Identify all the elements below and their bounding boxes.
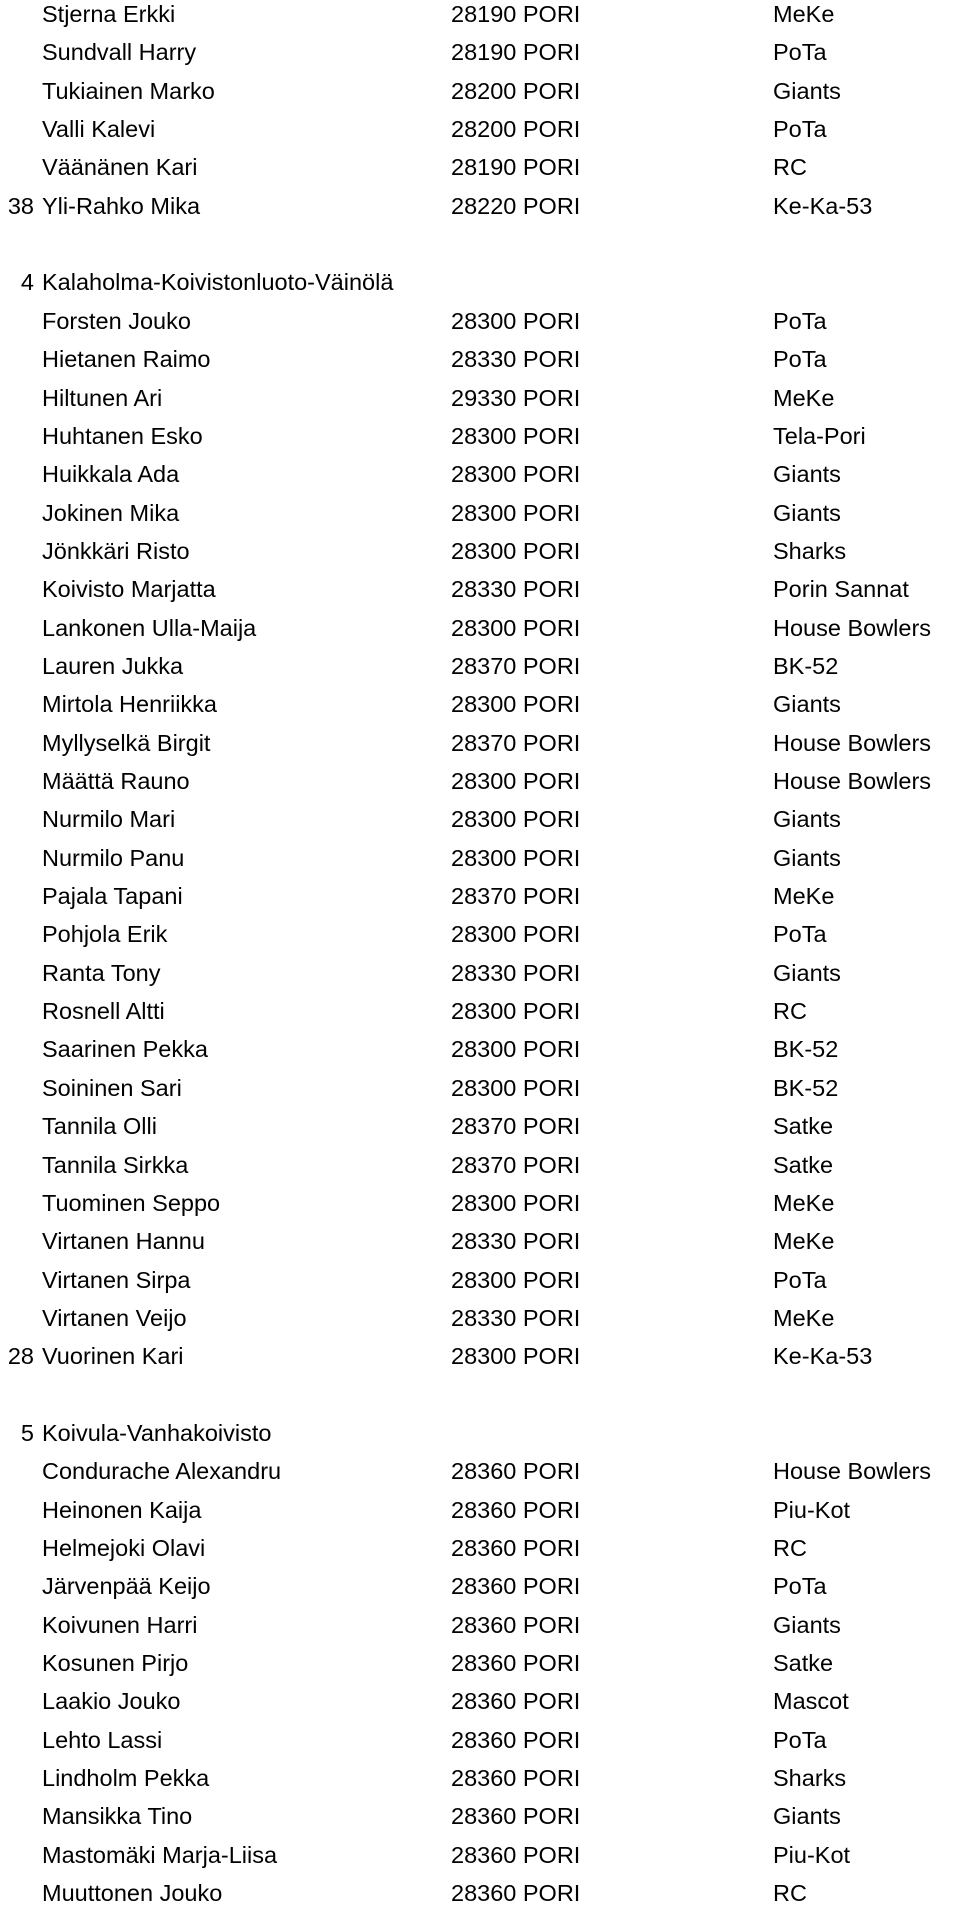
member-postal-address: 28360 PORI — [451, 1765, 581, 1792]
member-name: Hietanen Raimo — [42, 346, 211, 373]
member-club: RC — [773, 154, 807, 181]
member-name: Laakio Jouko — [42, 1688, 181, 1715]
member-club: Giants — [773, 959, 841, 986]
member-club: BK-52 — [773, 652, 839, 679]
member-row — [0, 1030, 960, 1068]
member-name: Muuttonen Jouko — [42, 1880, 223, 1907]
member-row — [0, 1836, 960, 1874]
member-club: RC — [773, 1535, 807, 1561]
member-postal-address: 28190 PORI — [451, 39, 581, 66]
member-name: Soininen Sari — [42, 1074, 182, 1101]
member-postal-address: 28330 PORI — [451, 1304, 581, 1331]
district-heading — [0, 263, 960, 301]
member-name: Vuorinen Kari — [42, 1343, 184, 1370]
member-row — [0, 724, 960, 762]
member-club: House Bowlers — [773, 1458, 932, 1485]
member-name: Saarinen Pekka — [42, 1036, 208, 1063]
member-postal-address: 28360 PORI — [451, 1841, 581, 1868]
member-row — [0, 1146, 960, 1184]
member-name: Valli Kalevi — [42, 116, 156, 143]
district-member-count: 28 — [7, 1343, 34, 1370]
member-name: Yli-Rahko Mika — [42, 192, 201, 219]
member-postal-address: 28300 PORI — [451, 691, 581, 718]
member-club: PoTa — [773, 346, 827, 373]
member-club: MeKe — [773, 883, 835, 910]
member-postal-address: 28220 PORI — [451, 192, 581, 219]
member-club: Porin Sannat — [773, 576, 909, 603]
member-club: Giants — [773, 844, 841, 871]
member-postal-address: 28300 PORI — [451, 1036, 581, 1063]
member-row — [0, 148, 960, 186]
member-postal-address: 28360 PORI — [451, 1650, 581, 1677]
district-number: 5 — [20, 1419, 34, 1446]
member-name: Lindholm Pekka — [42, 1765, 210, 1792]
member-name: Nurmilo Mari — [42, 806, 176, 833]
member-club: Ke-Ka-53 — [773, 1343, 873, 1370]
member-club: BK-52 — [773, 1074, 839, 1101]
member-club: House Bowlers — [773, 729, 932, 756]
district-title: Koivula-Vanhakoivisto — [42, 1419, 272, 1446]
member-row — [0, 417, 960, 455]
member-postal-address: 28300 PORI — [451, 461, 581, 488]
member-club: PoTa — [773, 1573, 827, 1600]
member-club: PoTa — [773, 1266, 827, 1293]
member-postal-address: 28360 PORI — [451, 1573, 581, 1600]
member-name: Helmejoki Olavi — [42, 1535, 206, 1561]
member-postal-address: 28190 PORI — [451, 154, 581, 181]
member-postal-address: 28300 PORI — [451, 806, 581, 833]
member-postal-address: 28300 PORI — [451, 1189, 581, 1216]
member-postal-address: 29330 PORI — [451, 384, 581, 411]
member-postal-address: 28300 PORI — [451, 1343, 581, 1370]
member-postal-address: 28330 PORI — [451, 576, 581, 603]
member-name: Huikkala Ada — [42, 461, 180, 488]
member-club: Ke-Ka-53 — [773, 192, 873, 219]
member-postal-address: 28370 PORI — [451, 883, 581, 910]
member-club: Giants — [773, 806, 841, 833]
member-row — [0, 1452, 960, 1490]
member-postal-address: 28300 PORI — [451, 844, 581, 871]
member-postal-address: 28370 PORI — [451, 652, 581, 679]
member-postal-address: 28330 PORI — [451, 959, 581, 986]
member-name: Määttä Rauno — [42, 768, 190, 794]
member-postal-address: 28360 PORI — [451, 1726, 581, 1753]
member-club: Sharks — [773, 1765, 847, 1792]
member-postal-address: 28360 PORI — [451, 1611, 581, 1638]
member-club: Satke — [773, 1113, 834, 1140]
member-club: PoTa — [773, 1726, 827, 1753]
member-club: Giants — [773, 499, 841, 526]
member-name: Stjerna Erkki — [42, 1, 176, 27]
member-row — [0, 340, 960, 378]
member-postal-address: 28370 PORI — [451, 729, 581, 756]
member-postal-address: 28190 PORI — [451, 1, 581, 27]
member-club: MeKe — [773, 1189, 835, 1216]
member-name: Lauren Jukka — [42, 652, 184, 679]
member-club: Sharks — [773, 537, 847, 564]
member-name: Hiltunen Ari — [42, 384, 163, 411]
member-postal-address: 28300 PORI — [451, 537, 581, 564]
member-name: Huhtanen Esko — [42, 422, 203, 449]
member-row — [0, 954, 960, 992]
member-name: Lankonen Ulla-Maija — [42, 614, 257, 641]
member-row — [0, 33, 960, 71]
member-row — [0, 532, 960, 570]
member-name: Ranta Tony — [42, 959, 161, 986]
member-row — [0, 1567, 960, 1605]
member-club: BK-52 — [773, 1036, 839, 1063]
member-name: Tukiainen Marko — [42, 77, 215, 104]
member-name: Nurmilo Panu — [42, 844, 185, 871]
member-club: MeKe — [773, 384, 835, 411]
member-name: Mastomäki Marja-Liisa — [42, 1841, 278, 1868]
member-postal-address: 28370 PORI — [451, 1113, 581, 1140]
member-name: Tuominen Seppo — [42, 1189, 221, 1216]
member-name: Koivunen Harri — [42, 1611, 198, 1638]
member-row — [0, 494, 960, 532]
member-postal-address: 28300 PORI — [451, 307, 581, 334]
member-club: Satke — [773, 1151, 834, 1178]
member-postal-address: 28330 PORI — [451, 346, 581, 373]
member-club: PoTa — [773, 921, 827, 948]
member-club: RC — [773, 1880, 807, 1907]
member-club: Giants — [773, 461, 841, 488]
member-postal-address: 28360 PORI — [451, 1535, 581, 1561]
member-name: Pajala Tapani — [42, 883, 183, 910]
member-club: House Bowlers — [773, 768, 932, 794]
member-row — [0, 762, 960, 800]
member-postal-address: 28300 PORI — [451, 422, 581, 449]
member-postal-address: 28370 PORI — [451, 1151, 581, 1178]
member-name: Kosunen Pirjo — [42, 1650, 189, 1677]
member-row — [0, 1797, 960, 1835]
member-row — [0, 1299, 960, 1337]
member-row — [0, 1491, 960, 1529]
district-title: Kalaholma-Koivistonluoto-Väinölä — [42, 269, 394, 296]
member-name: Järvenpää Keijo — [42, 1573, 211, 1600]
member-name: Forsten Jouko — [42, 307, 191, 334]
member-club: Mascot — [773, 1688, 849, 1715]
member-row — [0, 800, 960, 838]
member-row — [0, 570, 960, 608]
member-row — [0, 1606, 960, 1644]
member-club: Giants — [773, 691, 841, 718]
member-club: Satke — [773, 1650, 834, 1677]
member-row — [0, 1069, 960, 1107]
member-row — [0, 0, 960, 33]
member-postal-address: 28300 PORI — [451, 614, 581, 641]
member-name: Virtanen Sirpa — [42, 1266, 191, 1293]
member-postal-address: 28360 PORI — [451, 1880, 581, 1907]
member-name: Koivisto Marjatta — [42, 576, 216, 603]
member-row — [0, 379, 960, 417]
member-name: Pohjola Erik — [42, 921, 168, 948]
member-row — [0, 877, 960, 915]
member-name: Condurache Alexandru — [42, 1458, 282, 1485]
member-name: Mansikka Tino — [42, 1803, 193, 1830]
member-postal-address: 28300 PORI — [451, 921, 581, 948]
member-row — [0, 1337, 960, 1375]
member-name: Lehto Lassi — [42, 1726, 163, 1753]
member-row — [0, 187, 960, 225]
member-name: Myllyselkä Birgit — [42, 729, 211, 756]
member-club: Giants — [773, 77, 841, 104]
member-name: Jönkkäri Risto — [42, 537, 190, 564]
member-row — [0, 1184, 960, 1222]
member-row — [0, 72, 960, 110]
member-postal-address: 28300 PORI — [451, 768, 581, 794]
member-postal-address: 28360 PORI — [451, 1803, 581, 1830]
member-club: Piu-Kot — [773, 1496, 851, 1523]
member-row — [0, 110, 960, 148]
member-club: Tela-Pori — [773, 422, 866, 449]
member-row — [0, 1107, 960, 1145]
member-postal-address: 28360 PORI — [451, 1688, 581, 1715]
member-postal-address: 28300 PORI — [451, 499, 581, 526]
member-row — [0, 1759, 960, 1797]
member-club: PoTa — [773, 307, 827, 334]
member-row — [0, 1529, 960, 1567]
member-row — [0, 1261, 960, 1299]
member-club: House Bowlers — [773, 614, 932, 641]
member-row — [0, 1682, 960, 1720]
member-club: Giants — [773, 1611, 841, 1638]
member-club: Piu-Kot — [773, 1841, 851, 1868]
member-postal-address: 28300 PORI — [451, 1074, 581, 1101]
member-postal-address: 28330 PORI — [451, 1228, 581, 1255]
member-row — [0, 915, 960, 953]
district-heading — [0, 1414, 960, 1452]
member-postal-address: 28360 PORI — [451, 1458, 581, 1485]
member-club: RC — [773, 998, 807, 1025]
member-postal-address: 28300 PORI — [451, 1266, 581, 1293]
member-row — [0, 1644, 960, 1682]
member-name: Jokinen Mika — [42, 499, 180, 526]
member-name: Heinonen Kaija — [42, 1496, 202, 1523]
member-row — [0, 1222, 960, 1260]
member-name: Virtanen Veijo — [42, 1304, 187, 1331]
member-club: Giants — [773, 1803, 841, 1830]
member-name: Rosnell Altti — [42, 998, 165, 1025]
member-row — [0, 685, 960, 723]
member-club: PoTa — [773, 116, 827, 143]
member-club: MeKe — [773, 1228, 835, 1255]
member-row — [0, 647, 960, 685]
member-name: Sundvall Harry — [42, 39, 197, 66]
member-postal-address: 28360 PORI — [451, 1496, 581, 1523]
member-club: PoTa — [773, 39, 827, 66]
member-row — [0, 839, 960, 877]
member-row — [0, 1721, 960, 1759]
member-row — [0, 609, 960, 647]
member-name: Väänänen Kari — [42, 154, 198, 181]
member-club: MeKe — [773, 1304, 835, 1331]
district-number: 4 — [20, 269, 34, 296]
member-name: Tannila Olli — [42, 1113, 157, 1140]
member-name: Mirtola Henriikka — [42, 691, 217, 718]
member-row — [0, 992, 960, 1030]
member-row — [0, 1874, 960, 1912]
member-postal-address: 28300 PORI — [451, 998, 581, 1025]
district-member-count: 38 — [7, 192, 34, 219]
member-name: Tannila Sirkka — [42, 1151, 189, 1178]
member-postal-address: 28200 PORI — [451, 77, 581, 104]
member-name: Virtanen Hannu — [42, 1228, 205, 1255]
member-club: MeKe — [773, 1, 835, 27]
member-row — [0, 455, 960, 493]
member-postal-address: 28200 PORI — [451, 116, 581, 143]
member-row — [0, 302, 960, 340]
